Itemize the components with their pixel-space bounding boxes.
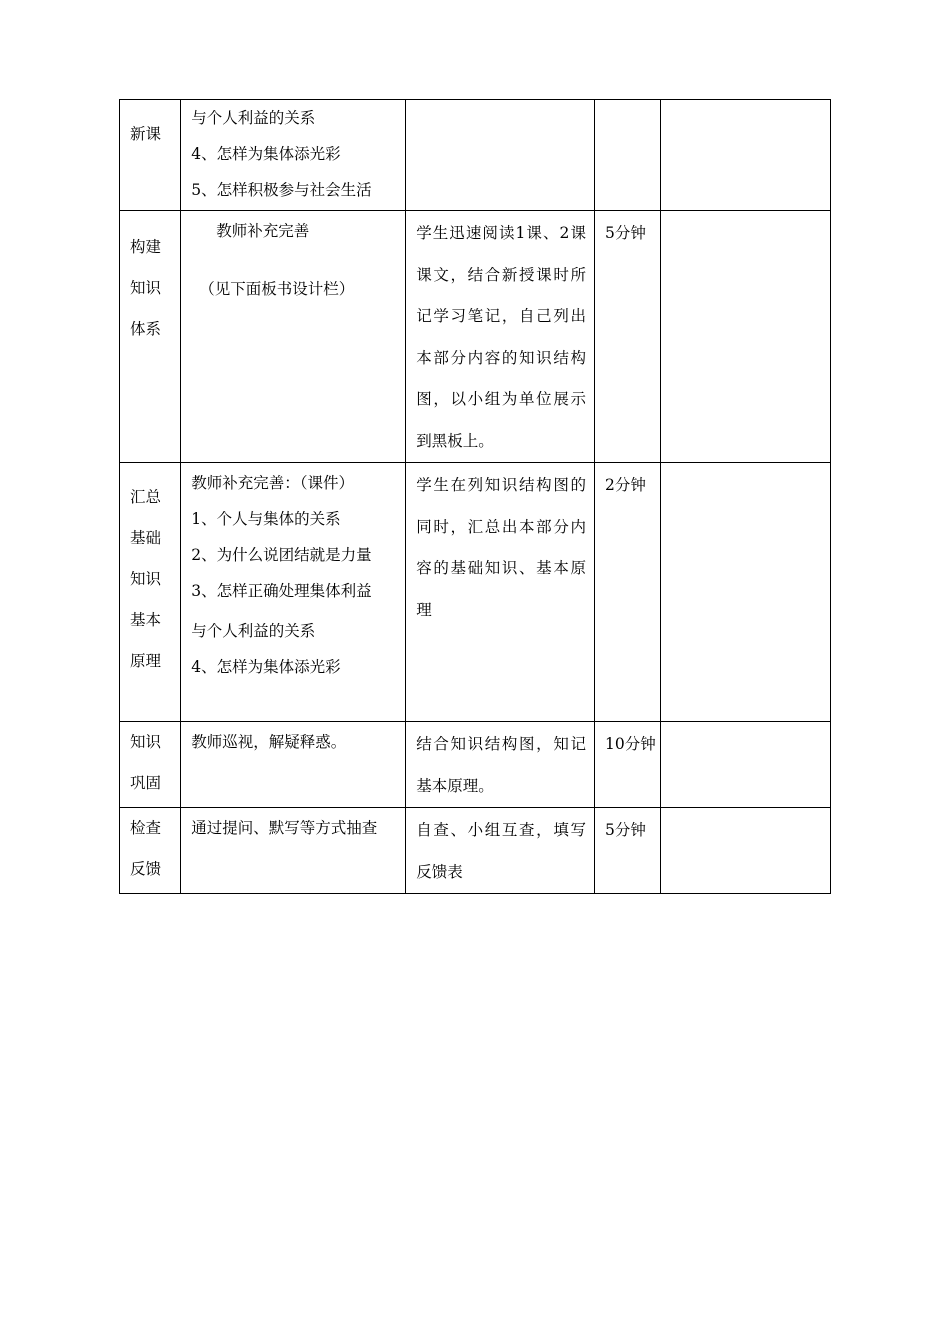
table-row: [120, 808, 831, 894]
teacher-line: 4、怎样为集体添光彩: [191, 658, 341, 676]
stage-label: 原理: [130, 652, 162, 670]
stage-cell: [120, 211, 181, 463]
teacher-line: 1、个人与集体的关系: [191, 510, 341, 528]
student-activity: 学生在列知识结构图的同时，汇总出本部分内容的基础知识、基本原理: [416, 476, 586, 619]
stage-cell: [120, 722, 181, 808]
stage-cell: [120, 808, 181, 894]
student-activity-cell: [406, 463, 595, 722]
teacher-line: 教师补充完善：（课件）: [191, 474, 355, 492]
stage-cell: [120, 463, 181, 722]
student-activity-cell: [406, 100, 595, 211]
time-cell: [594, 808, 660, 894]
stage-label: 基础: [130, 529, 162, 547]
teacher-line: 教师补充完善: [216, 222, 310, 240]
teacher-line: 与个人利益的关系: [191, 109, 316, 127]
time-value: 5分钟: [604, 821, 646, 839]
table-row: [120, 722, 831, 808]
teacher-line: 5、怎样积极参与社会生活: [191, 181, 372, 199]
teacher-activity-cell: [181, 808, 406, 894]
teacher-line: 与个人利益的关系: [191, 622, 316, 640]
student-activity: 结合知识结构图，知记基本原理。: [416, 735, 586, 795]
stage-label: 巩固: [130, 774, 162, 792]
time-cell: [594, 211, 660, 463]
student-activity: [406, 100, 594, 102]
teacher-line: 3、怎样正确处理集体利益: [191, 582, 372, 600]
stage-label: 知识: [130, 279, 162, 297]
student-activity: 自查、小组互查，填写反馈表: [416, 821, 586, 881]
teacher-line: 通过提问、默写等方式抽查: [191, 819, 378, 837]
stage-label: 知识: [130, 733, 162, 751]
student-activity-cell: [406, 722, 595, 808]
teacher-activity-cell: [181, 211, 406, 463]
time-value: 2分钟: [604, 476, 646, 494]
lesson-plan-table: [119, 99, 831, 894]
teacher-activity-cell: [181, 100, 406, 211]
time-cell: [594, 722, 660, 808]
teacher-line: （见下面板书设计栏）: [199, 280, 355, 298]
time-value: 5分钟: [604, 224, 646, 242]
stage-label: 检查: [130, 819, 162, 837]
stage-label: 知识: [130, 570, 162, 588]
note-cell: [661, 211, 831, 463]
teacher-activity-cell: [181, 722, 406, 808]
teacher-line: 4、怎样为集体添光彩: [191, 145, 341, 163]
time-value: [595, 100, 660, 102]
time-cell: [594, 463, 660, 722]
table-row: [120, 100, 831, 211]
student-activity-cell: [406, 808, 595, 894]
stage-label: 体系: [130, 320, 162, 338]
note-cell: [661, 463, 831, 722]
stage-label: 基本: [130, 611, 162, 629]
teacher-line: 2、为什么说团结就是力量: [191, 546, 372, 564]
stage-label: 新课: [130, 125, 162, 143]
table-row: [120, 463, 831, 722]
teacher-line: 教师巡视，解疑释惑。: [191, 733, 347, 751]
student-activity-cell: [406, 211, 595, 463]
note-cell: [661, 722, 831, 808]
time-value: 10分钟: [604, 735, 656, 753]
stage-label: 反馈: [130, 860, 162, 878]
table-row: [120, 211, 831, 463]
time-cell: [594, 100, 660, 211]
stage-label: 汇总: [130, 488, 162, 506]
note-cell: [661, 100, 831, 211]
note-cell: [661, 808, 831, 894]
stage-label: 构建: [130, 238, 162, 256]
teacher-activity-cell: [181, 463, 406, 722]
stage-cell: [120, 100, 181, 211]
student-activity: 学生迅速阅读1课、2课课文，结合新授课时所记学习笔记，自己列出本部分内容的知识结构图，以小组为单位展示到黑板上。: [416, 224, 586, 450]
